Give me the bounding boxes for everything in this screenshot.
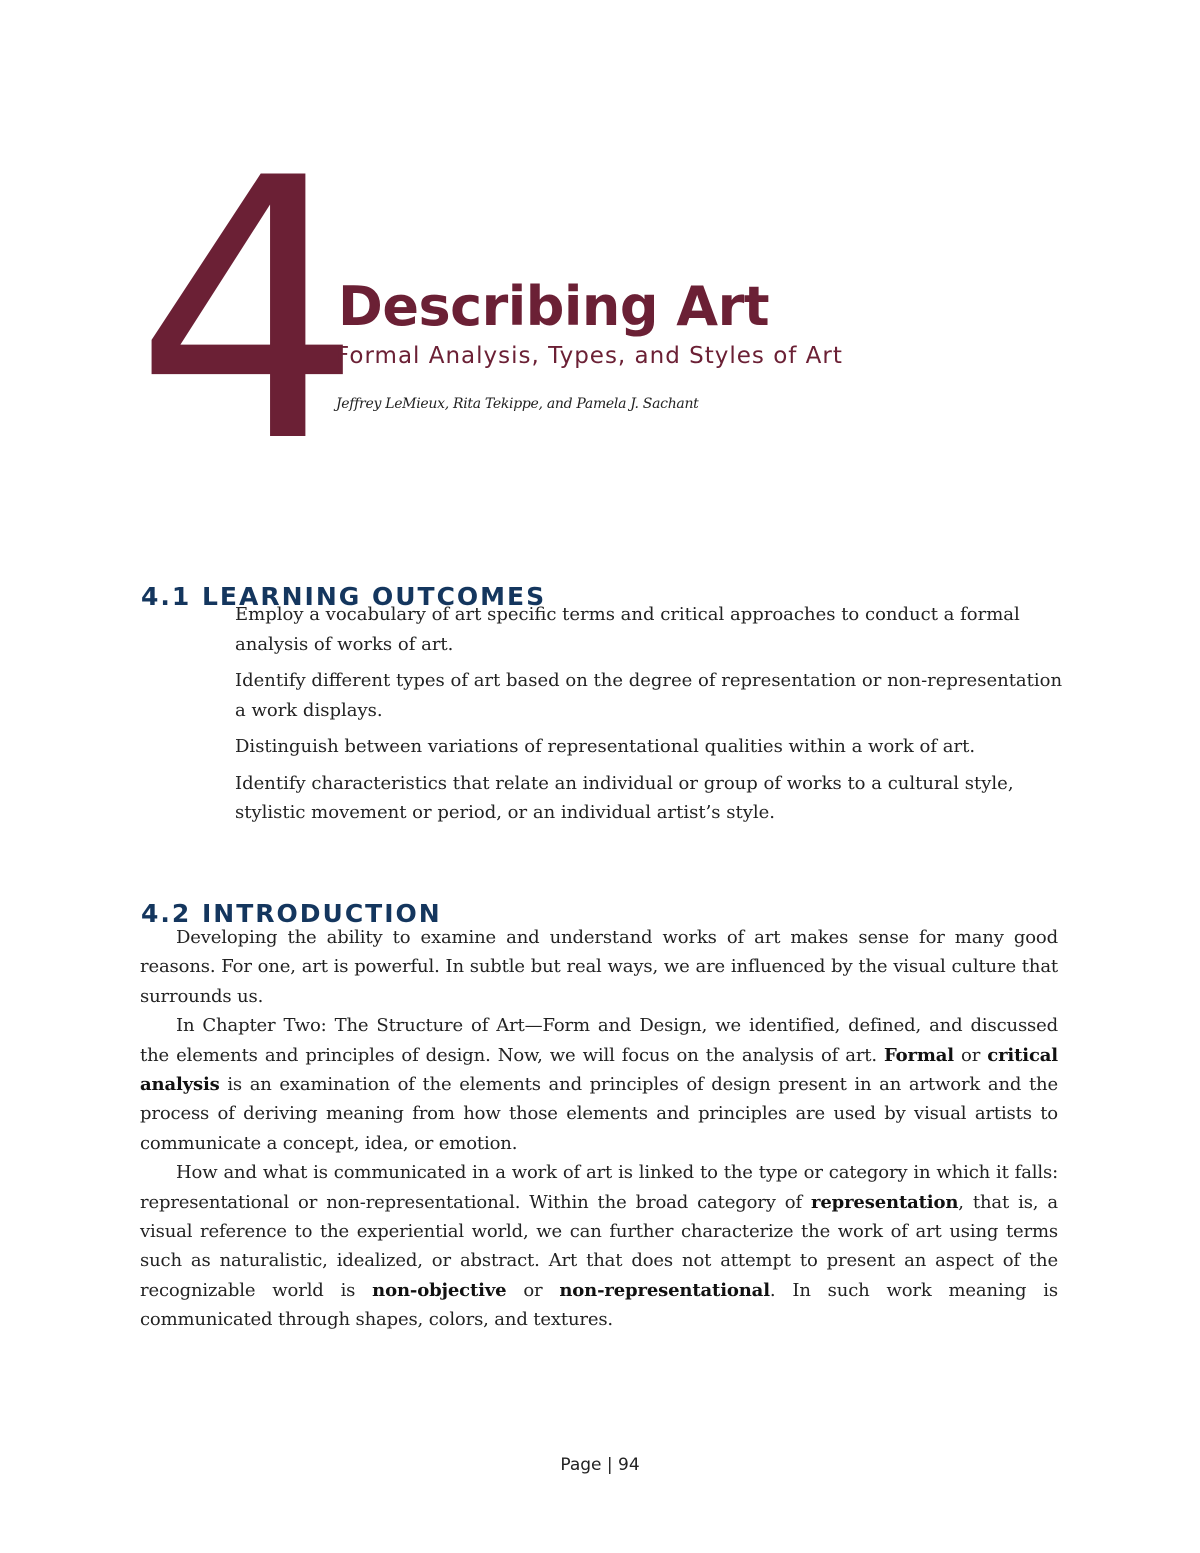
learning-outcomes-heading: 4.1 LEARNING OUTCOMES [141,581,547,611]
term-critical-analysis: critical analysis [140,1044,1058,1096]
introduction-paragraph-3 [140,1158,1058,1334]
term-non-representational: non-representational [559,1279,770,1301]
paragraph-text: is an examination of the elements and principles of design present in an artwork and the process of deriving meaning from how those elements and principles are used by visual artists to communicate a concept, idea, or emotion. [140,1074,1058,1154]
introduction-body [140,923,1058,1335]
chapter-subtitle: Formal Analysis, Types, and Styles of Art [336,343,843,369]
chapter-authors: Jeffrey LeMieux, Rita Tekippe, and Pamela J. Sachant [336,396,699,412]
paragraph-text: How and what is communicated in a work of art is linked to the type or category in which it falls: representational or non-representational. Within the broad category of [140,1162,1058,1213]
paragraph-text: In Chapter Two: The Structure of Art—Form and Design, we identified, defined, and discussed the elements and principles of design. Now, we will focus on the analysis of art. [140,1015,1058,1066]
learning-outcome-item: Distinguish between variations of representational qualities within a work of art. [235,736,976,757]
chapter-number: 4 [134,102,354,521]
paragraph-text: or [953,1044,988,1066]
learning-outcome-item: Employ a vocabulary of art specific terms and critical approaches to conduct a formal analysis of works of art. [235,604,1020,655]
introduction-heading: 4.2 INTRODUCTION [141,898,442,928]
learning-outcome-item: Identify different types of art based on the degree of representation or non-representation a work displays. [235,670,1063,721]
paragraph-text: or [506,1279,560,1301]
paragraph-text: , that is, a visual reference to the experiential world, we can further characterize the work of art using terms such as naturalistic, idealized, or abstract. Art that does not attempt to present an aspect of the recognizable world is [140,1191,1058,1301]
introduction-paragraph-2 [140,1011,1058,1158]
learning-outcome-item: Identify characteristics that relate an individual or group of works to a cultural style, stylistic movement or period, or an individual artist’s style. [235,772,1014,823]
term-non-objective: non-objective [372,1279,507,1301]
chapter-title: Describing Art [338,275,770,338]
term-formal: Formal [884,1044,954,1066]
introduction-paragraph-1: Developing the ability to examine and understand works of art makes sense for many good reasons. For one, art is powerful. In subtle but real ways, we are influenced by the visual culture that surrounds us. [140,927,1058,1007]
term-representation: representation [811,1191,959,1213]
paragraph-text: . In such work meaning is communicated through shapes, colors, and textures. [140,1279,1058,1331]
learning-outcomes-list [235,600,1065,835]
page-number-footer: Page | 94 [560,1455,640,1475]
